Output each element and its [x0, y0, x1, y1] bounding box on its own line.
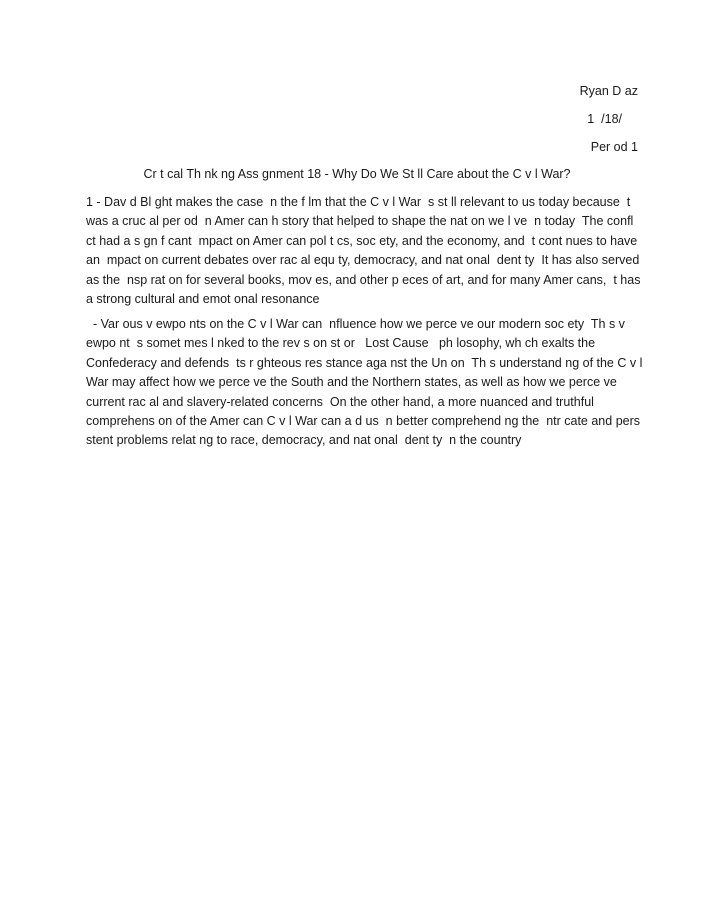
- paragraph-1: 1 - Dav d Bl ght makes the case n the f lm that the C v l War s st ll relevant to us today because t was a cruc al per od n Amer can h story that helped to shape the nat on we l ve n today The confl ct had a s gn f cant mpact on Amer can pol t cs, soc ety, and the economy, and t cont nues to have an mpact on current debates over rac al equ ty, democracy, and nat onal dent ty It has also served as the nsp rat on for several books, mov es, and other p eces of art, and for many Amer cans, t has a strong cultural and emot onal resonance: [86, 195, 644, 307]
- paragraph-2: - Var ous v ewpo nts on the C v l War can nfluence how we perce ve our modern soc ety Th s v ewpo nt s somet mes l nked to the rev s on st or Lost Cause ph losophy, wh ch exalts the Confederacy and defends ts r ghteous res stance aga nst the Un on Th s understand ng of the C v l War may affect how we perce ve the South and the Northern states, as well as how we perce ve current rac al and slavery-related concerns On the other hand, a more nuanced and truthful comprehens on of the Amer can C v l War can a d us n better comprehend ng the ntr cate and pers stent problems relat ng to race, democracy, and nat onal dent ty n the country: [86, 317, 646, 448]
- assignment-date: 1 /18/: [587, 112, 622, 126]
- class-period: Per od 1: [590, 140, 638, 154]
- assignment-title: Cr t cal Th nk ng Ass gnment 18 - Why Do We St ll Care about the C v l War?: [143, 167, 571, 181]
- author-name: Ryan D az: [579, 84, 638, 98]
